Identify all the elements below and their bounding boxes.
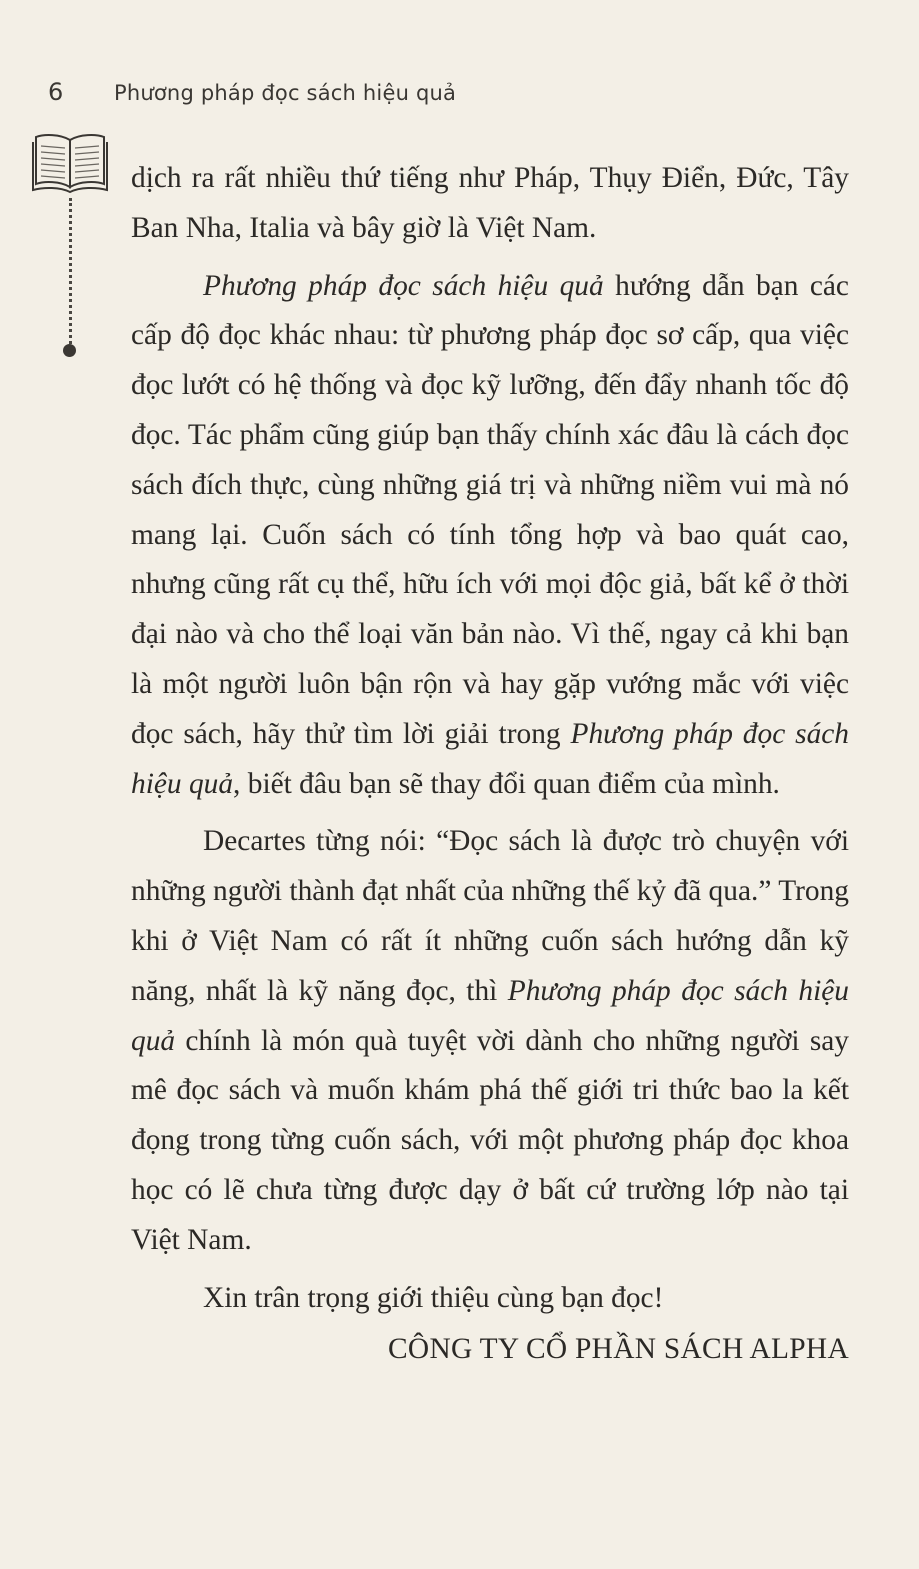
paragraph-1: [131, 154, 849, 254]
open-book-icon: [32, 130, 108, 194]
paragraph-3: [131, 817, 849, 1265]
paragraph-2-text-b: , biết đâu bạn sẽ thay đổi quan điểm của mình.: [233, 767, 780, 800]
paragraph-2-text-a: hướng dẫn bạn các cấp độ đọc khác nhau: từ phương pháp đọc sơ cấp, qua việc đọc lướt có hệ thống và đọc kỹ lưỡng, đến đẩy nhanh tốc độ đọc. Tác phẩm cũng giúp bạn thấy chính xác đâu là cách đọc sách đích thực, cùng những giá trị và những niềm vui mà nó mang lại. Cuốn sách có tính tổng hợp và bao quát cao, nhưng cũng rất cụ thể, hữu ích với mọi độc giả, bất kể ở thời đại nào và cho thể loại văn bản nào. Vì thế, ngay cả khi bạn là một người luôn bận rộn và hay gặp vướng mắc với việc đọc sách, hãy thử tìm lời giải trong: [131, 269, 849, 750]
page-number: 6: [48, 78, 64, 106]
page-header: [48, 78, 456, 106]
book-title-italic: Phương pháp đọc sách hiệu quả: [131, 717, 849, 800]
book-title-italic: Phương pháp đọc sách hiệu quả: [203, 269, 604, 302]
dotted-rule: [69, 198, 72, 344]
greeting: Xin trân trọng giới thiệu cùng bạn đọc!: [203, 1281, 664, 1314]
body-text: [131, 154, 849, 1375]
signature: CÔNG TY CỔ PHẦN SÁCH ALPHA: [388, 1333, 849, 1366]
paragraph-2: [131, 262, 849, 810]
rule-end-dot: [63, 344, 76, 357]
running-title: Phương pháp đọc sách hiệu quả: [114, 81, 457, 105]
paragraph-1-text: dịch ra rất nhiều thứ tiếng như Pháp, Thụy Điển, Đức, Tây Ban Nha, Italia và bây giờ là Việt Nam.: [131, 162, 849, 244]
paragraph-3-text-a: Decartes từng nói: “Đọc sách là được trò chuyện với những người thành đạt nhất của những thế kỷ đã qua.” Trong khi ở Việt Nam có rất ít những cuốn sách hướng dẫn kỹ năng, nhất là kỹ năng đọc, thì: [131, 825, 849, 1007]
book-title-italic: Phương pháp đọc sách hiệu quả: [131, 974, 849, 1057]
paragraph-3-text-b: chính là món quà tuyệt vời dành cho những người say mê đọc sách và muốn khám phá thế giới tri thức bao la kết đọng trong từng cuốn sách, với một phương pháp đọc khoa học có lẽ chưa từng được dạy ở bất cứ trường lớp nào tại Việt Nam.: [131, 1024, 849, 1256]
